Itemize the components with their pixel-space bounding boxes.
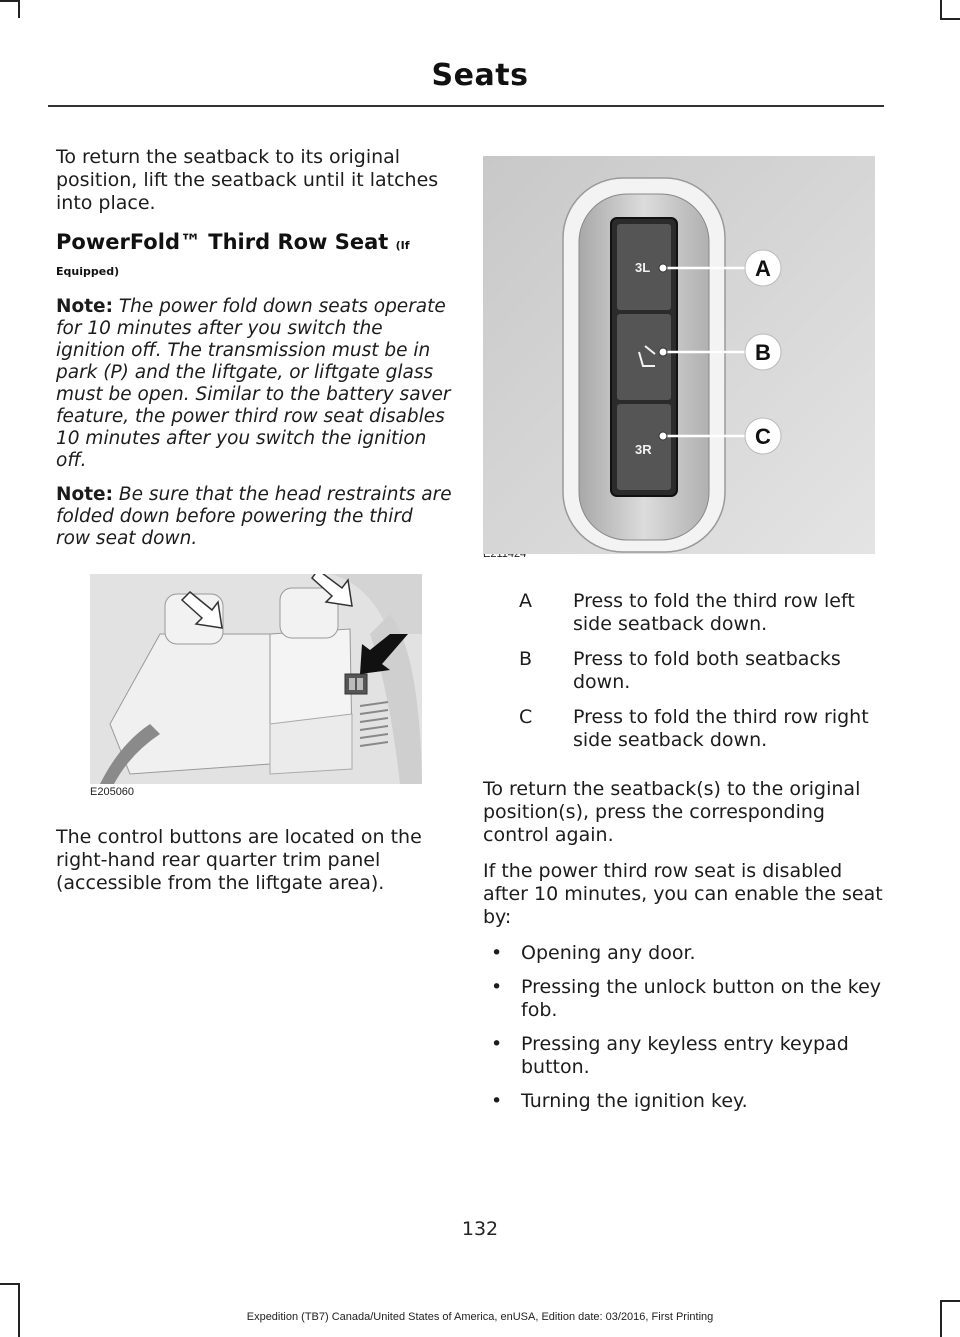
figure-id: E205060: [90, 786, 135, 798]
seat-illustration: [90, 574, 422, 784]
list-item-text: Pressing the unlock button on the key fob.: [521, 976, 882, 1021]
crop-mark: [0, 1283, 18, 1285]
control-panel-graphic: [483, 156, 875, 554]
note-paragraph: [56, 484, 452, 550]
note-text: Be sure that the head restraints are folded down before powering the third row seat down.: [56, 484, 452, 549]
section-heading-text: PowerFold™ Third Row Seat: [56, 230, 389, 254]
list-item: [483, 1033, 888, 1079]
switch-label-3r: 3R: [635, 442, 652, 457]
header-divider: [48, 105, 884, 107]
crop-mark: [940, 0, 942, 18]
list-item-text: Opening any door.: [521, 942, 696, 964]
legend-text: Press to fold both seatbacks down.: [573, 648, 841, 693]
section-heading: [56, 229, 452, 259]
legend-row: [519, 590, 888, 648]
crop-mark: [18, 0, 20, 18]
list-item-text: Turning the ignition key.: [521, 1090, 748, 1112]
crop-mark: [940, 1300, 960, 1302]
legend-table: [519, 590, 888, 764]
page-number: 132: [461, 1218, 499, 1240]
page-title: Seats: [431, 58, 529, 93]
list-item: [483, 1090, 888, 1113]
bullet-marker: •: [491, 942, 503, 964]
switch-label-3l: 3L: [635, 260, 651, 275]
legend-text: Press to fold the third row right side seatback down.: [573, 706, 869, 751]
callout-b: B: [755, 340, 771, 365]
section-heading-sub: Equipped): [56, 265, 120, 278]
bullet-marker: •: [491, 1090, 503, 1112]
bullet-marker: •: [491, 976, 503, 998]
seat-illustration-graphic: [90, 574, 422, 784]
legend-row: [519, 648, 888, 706]
intro-paragraph: To return the seatback to its original position, lift the seatback until it latches into place.: [56, 146, 439, 214]
return-paragraph: To return the seatback(s) to the original position(s), press the corresponding control again.: [483, 778, 861, 846]
legend-text: Press to fold the third row left side seatback down.: [573, 590, 855, 635]
disabled-paragraph: If the power third row seat is disabled after 10 minutes, you can enable the seat by:: [483, 860, 883, 928]
legend-key: C: [519, 706, 533, 728]
left-column: [56, 146, 452, 908]
note-text: The power fold down seats operate for 10 minutes after you switch the ignition off. The transmission must be in park (P) and the liftgate, or liftgate glass must be open. Similar to the battery saver feature, the power third row seat disables 10 minutes after you switch the ignition off.: [56, 296, 451, 471]
note-label: Note:: [56, 484, 113, 505]
callout-c: C: [755, 424, 771, 449]
footer-edition-text: Expedition (TB7) Canada/United States of America, enUSA, Edition date: 03/2016, First Printing: [246, 1311, 714, 1323]
legend-row: [519, 706, 888, 764]
control-panel-illustration: [483, 156, 875, 554]
list-item-text: Pressing any keyless entry keypad button.: [521, 1033, 849, 1078]
list-item: [483, 976, 888, 1022]
note-paragraph: [56, 296, 452, 472]
bullet-marker: •: [491, 1033, 503, 1055]
note-label: Note:: [56, 296, 113, 317]
section-heading-suffix: (If: [395, 239, 410, 252]
controls-location-paragraph: The control buttons are located on the right-hand rear quarter trim panel (accessible from the liftgate area).: [56, 826, 422, 894]
enable-methods-list: [483, 942, 888, 1113]
callout-a: A: [755, 256, 771, 281]
crop-mark: [940, 18, 960, 20]
right-column: [483, 146, 888, 1124]
list-item: [483, 942, 888, 965]
legend-key: A: [519, 590, 532, 612]
legend-key: B: [519, 648, 533, 670]
crop-mark: [0, 0, 18, 2]
crop-mark: [18, 1283, 20, 1337]
